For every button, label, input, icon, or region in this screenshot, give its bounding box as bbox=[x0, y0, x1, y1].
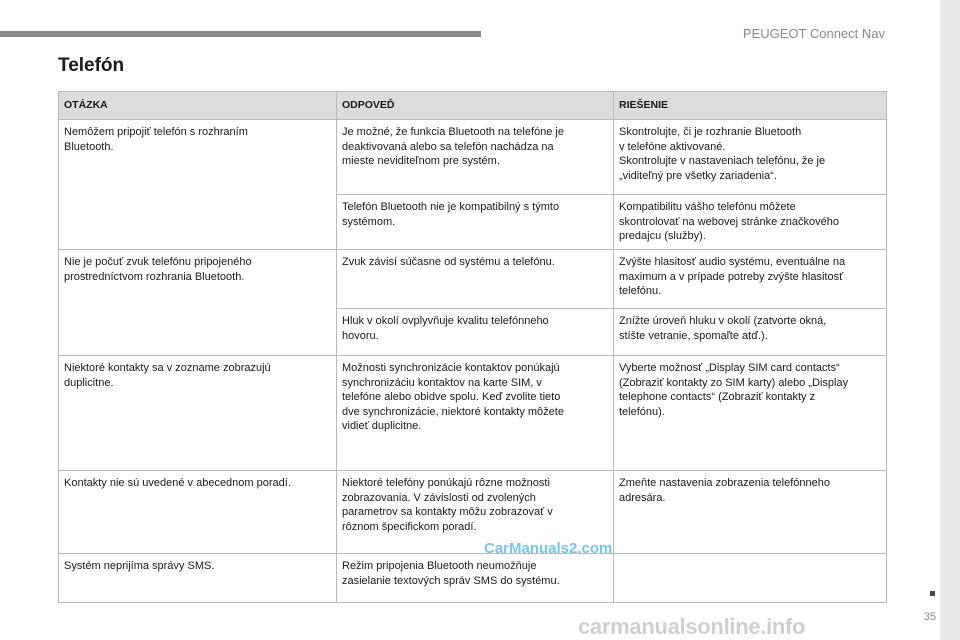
question-cell bbox=[59, 120, 337, 250]
question-cell bbox=[59, 356, 337, 471]
answer-cell bbox=[337, 195, 614, 250]
question-text: Kontakty nie sú uvedené v abecednom poradí. bbox=[64, 477, 291, 489]
solution-text: Znížte úroveň hluku v okolí (zatvorte okná, stíšte vetranie, spomaľte atď.). bbox=[619, 315, 827, 342]
question-text: Niektoré kontakty sa v zozname zobrazujú duplicitne. bbox=[64, 362, 271, 389]
table-row bbox=[59, 471, 887, 554]
solution-cell bbox=[614, 554, 887, 603]
page-title: Telefón bbox=[58, 55, 125, 76]
column-header-answer: ODPOVEĎ bbox=[337, 92, 614, 120]
table-row bbox=[59, 250, 887, 309]
column-header-question: OTÁZKA bbox=[59, 92, 337, 120]
answer-cell bbox=[337, 356, 614, 471]
header-brand: PEUGEOT Connect Nav bbox=[742, 26, 885, 41]
answer-text: Niektoré telefóny ponúkajú rôzne možnosti zobrazovania. V závislosti od zvolených parametrov sa kontakty môžu zobrazovať v rôznom špecifickom poradí. bbox=[342, 477, 553, 533]
header-rule bbox=[0, 31, 481, 37]
solution-text: Vyberte možnosť „Display SIM card contacts“ (Zobraziť kontakty zo SIM karty) alebo „Display telephone contacts“ (Zobraziť kontakty z telefónu). bbox=[619, 362, 849, 418]
solution-cell bbox=[614, 195, 887, 250]
answer-cell bbox=[337, 309, 614, 356]
question-cell bbox=[59, 250, 337, 356]
footer-watermark: carmanualsonline.info bbox=[578, 614, 806, 639]
question-text: Systém neprijíma správy SMS. bbox=[64, 560, 215, 572]
solution-text: Zmeňte nastavenia zobrazenia telefónneho adresára. bbox=[619, 477, 830, 504]
answer-cell bbox=[337, 554, 614, 603]
question-text: Nemôžem pripojiť telefón s rozhraním Bluetooth. bbox=[64, 126, 248, 153]
answer-text: Telefón Bluetooth nie je kompatibilný s týmto systémom. bbox=[342, 201, 560, 228]
answer-text: Režim pripojenia Bluetooth neumožňuje zasielanie textových správ SMS do systému. bbox=[342, 560, 560, 587]
column-header-solution: RIEŠENIE bbox=[614, 92, 887, 120]
solution-cell bbox=[614, 250, 887, 309]
table-row bbox=[59, 554, 887, 603]
site-watermark: CarManuals2.com bbox=[484, 540, 613, 557]
answer-text: Je možné, že funkcia Bluetooth na telefóne je deaktivovaná alebo sa telefón nachádza na mieste neviditeľnom pre systém. bbox=[342, 126, 564, 167]
answer-text: Hluk v okolí ovplyvňuje kvalitu telefónneho hovoru. bbox=[342, 315, 549, 342]
solution-cell bbox=[614, 120, 887, 195]
answer-cell bbox=[337, 120, 614, 195]
solution-cell bbox=[614, 356, 887, 471]
answer-text: Zvuk závisí súčasne od systému a telefónu. bbox=[342, 256, 555, 268]
question-cell bbox=[59, 471, 337, 554]
solution-cell bbox=[614, 471, 887, 554]
solution-text: Skontrolujte, či je rozhranie Bluetooth v telefóne aktivované. Skontrolujte v nastaveniach telefónu, že je „viditeľný pre všetky zariadenia“. bbox=[619, 126, 826, 182]
question-cell bbox=[59, 554, 337, 603]
answer-cell bbox=[337, 250, 614, 309]
solution-text: Zvýšte hlasitosť audio systému, eventuálne na maximum a v prípade potreby zvýšte hlasitosť telefónu. bbox=[619, 256, 846, 297]
page-number: 35 bbox=[923, 611, 936, 623]
corner-marker bbox=[930, 591, 935, 596]
solution-text: Kompatibilitu vášho telefónu môžete skontrolovať na webovej stránke značkového predajcu (služby). bbox=[619, 201, 839, 242]
answer-text: Možnosti synchronizácie kontaktov ponúkajú synchronizáciu kontaktov na karte SIM, v telefóne alebo obidve spolu. Keď zvolite tieto dve synchronizácie, niektoré kontakty môžete vidieť duplicitne. bbox=[342, 362, 564, 432]
table-row bbox=[59, 356, 887, 471]
table-row bbox=[59, 120, 887, 195]
table-header-row bbox=[59, 92, 887, 120]
question-text: Nie je počuť zvuk telefónu pripojeného prostredníctvom rozhrania Bluetooth. bbox=[64, 256, 252, 283]
page-edge-strip bbox=[940, 0, 960, 640]
troubleshooting-table bbox=[58, 91, 887, 603]
solution-cell bbox=[614, 309, 887, 356]
